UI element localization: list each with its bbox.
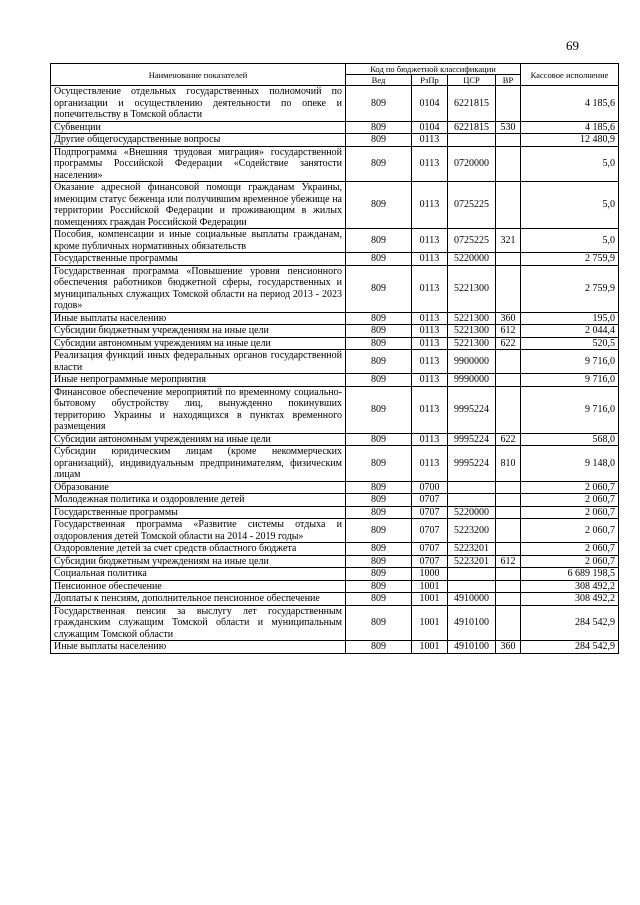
table-row bbox=[51, 265, 619, 312]
row-vr: 622 bbox=[496, 433, 521, 446]
row-amount: 308 492,2 bbox=[521, 593, 619, 606]
table-row bbox=[51, 593, 619, 606]
header-rzpr: РзПр bbox=[412, 75, 448, 86]
row-csr: 9995224 bbox=[448, 446, 496, 482]
row-csr: 0725225 bbox=[448, 229, 496, 253]
row-csr: 9995224 bbox=[448, 433, 496, 446]
row-name: Субсидии юридическим лицам (кроме некоммерческих организаций), индивидуальным предпринимателям, физическим лицам bbox=[51, 446, 346, 482]
row-csr: 5223200 bbox=[448, 519, 496, 543]
row-ved: 809 bbox=[346, 182, 412, 229]
row-rzpr: 0707 bbox=[412, 555, 448, 568]
row-ved: 809 bbox=[346, 506, 412, 519]
row-name: Пособия, компенсации и иные социальные выплаты гражданам, кроме публичных нормативных обязательств bbox=[51, 229, 346, 253]
header-vr: ВР bbox=[496, 75, 521, 86]
row-amount: 284 542,9 bbox=[521, 641, 619, 654]
row-amount: 2 759,9 bbox=[521, 265, 619, 312]
row-amount: 5,0 bbox=[521, 146, 619, 182]
row-ved: 809 bbox=[346, 229, 412, 253]
row-vr bbox=[496, 86, 521, 122]
row-ved: 809 bbox=[346, 481, 412, 494]
table-row bbox=[51, 641, 619, 654]
row-name: Субсидии автономным учреждениям на иные цели bbox=[51, 337, 346, 350]
budget-execution-table bbox=[50, 63, 619, 654]
table-row bbox=[51, 374, 619, 387]
table-row bbox=[51, 134, 619, 147]
row-rzpr: 0113 bbox=[412, 229, 448, 253]
row-ved: 809 bbox=[346, 568, 412, 581]
row-name: Осуществление отдельных государственных полномочий по организации и осуществлению деятельности по опеке и попечительству в Томской области bbox=[51, 86, 346, 122]
row-rzpr: 0113 bbox=[412, 182, 448, 229]
row-csr: 0725225 bbox=[448, 182, 496, 229]
page-number: 69 bbox=[566, 38, 579, 53]
row-csr: 4910000 bbox=[448, 593, 496, 606]
row-vr bbox=[496, 494, 521, 507]
row-ved: 809 bbox=[346, 386, 412, 433]
table-row bbox=[51, 543, 619, 556]
table-row bbox=[51, 146, 619, 182]
row-name: Государственные программы bbox=[51, 253, 346, 266]
table-row bbox=[51, 580, 619, 593]
row-rzpr: 0113 bbox=[412, 446, 448, 482]
row-amount: 2 060,7 bbox=[521, 494, 619, 507]
row-amount: 2 759,9 bbox=[521, 253, 619, 266]
table-row bbox=[51, 312, 619, 325]
table-row bbox=[51, 325, 619, 338]
row-amount: 2 060,7 bbox=[521, 519, 619, 543]
row-name: Государственные программы bbox=[51, 506, 346, 519]
row-amount: 520,5 bbox=[521, 337, 619, 350]
row-rzpr: 1001 bbox=[412, 593, 448, 606]
row-ved: 809 bbox=[346, 265, 412, 312]
row-amount: 2 060,7 bbox=[521, 555, 619, 568]
row-amount: 284 542,9 bbox=[521, 605, 619, 641]
row-rzpr: 0113 bbox=[412, 312, 448, 325]
row-csr bbox=[448, 494, 496, 507]
row-csr: 5220000 bbox=[448, 253, 496, 266]
row-amount: 2 060,7 bbox=[521, 481, 619, 494]
header-name: Наименование показателей bbox=[51, 64, 346, 86]
row-amount: 9 148,0 bbox=[521, 446, 619, 482]
table-row bbox=[51, 568, 619, 581]
row-ved: 809 bbox=[346, 580, 412, 593]
row-name: Образование bbox=[51, 481, 346, 494]
table-row bbox=[51, 555, 619, 568]
row-amount: 4 185,6 bbox=[521, 121, 619, 134]
row-vr: 810 bbox=[496, 446, 521, 482]
row-name: Реализация функций иных федеральных органов государственной власти bbox=[51, 350, 346, 374]
row-vr bbox=[496, 580, 521, 593]
row-ved: 809 bbox=[346, 519, 412, 543]
row-rzpr: 0113 bbox=[412, 374, 448, 387]
header-csr: ЦСР bbox=[448, 75, 496, 86]
row-amount: 568,0 bbox=[521, 433, 619, 446]
row-amount: 2 060,7 bbox=[521, 543, 619, 556]
row-name: Другие общегосударственные вопросы bbox=[51, 134, 346, 147]
row-csr: 9990000 bbox=[448, 374, 496, 387]
row-ved: 809 bbox=[346, 325, 412, 338]
row-vr bbox=[496, 506, 521, 519]
row-csr bbox=[448, 481, 496, 494]
row-ved: 809 bbox=[346, 337, 412, 350]
row-ved: 809 bbox=[346, 121, 412, 134]
row-rzpr: 0113 bbox=[412, 134, 448, 147]
table-row bbox=[51, 86, 619, 122]
row-amount: 308 492,2 bbox=[521, 580, 619, 593]
row-csr: 5221300 bbox=[448, 325, 496, 338]
header-code-group: Код по бюджетной классификации bbox=[346, 64, 521, 75]
row-vr bbox=[496, 265, 521, 312]
table-row bbox=[51, 433, 619, 446]
row-name: Пенсионное обеспечение bbox=[51, 580, 346, 593]
row-ved: 809 bbox=[346, 641, 412, 654]
row-amount: 2 044,4 bbox=[521, 325, 619, 338]
row-name: Государственная программа «Развитие системы отдыха и оздоровления детей Томской области на 2014 - 2019 годы» bbox=[51, 519, 346, 543]
row-name: Субсидии бюджетным учреждениям на иные цели bbox=[51, 555, 346, 568]
row-csr: 6221815 bbox=[448, 86, 496, 122]
table-row bbox=[51, 229, 619, 253]
row-csr: 5223201 bbox=[448, 555, 496, 568]
row-rzpr: 0113 bbox=[412, 433, 448, 446]
row-amount: 5,0 bbox=[521, 182, 619, 229]
row-vr bbox=[496, 568, 521, 581]
row-rzpr: 1001 bbox=[412, 641, 448, 654]
row-csr: 4910100 bbox=[448, 641, 496, 654]
row-vr bbox=[496, 253, 521, 266]
row-name: Государственная программа «Повышение уровня пенсионного обеспечения работников бюджетной сферы, государственных и муниципальных служащих Томской области на период 2013 - 2023 годов» bbox=[51, 265, 346, 312]
row-vr bbox=[496, 543, 521, 556]
row-name: Социальная политика bbox=[51, 568, 346, 581]
row-rzpr: 0104 bbox=[412, 121, 448, 134]
row-amount: 9 716,0 bbox=[521, 374, 619, 387]
row-csr: 4910100 bbox=[448, 605, 496, 641]
header-ved: Вед bbox=[346, 75, 412, 86]
row-vr: 360 bbox=[496, 641, 521, 654]
row-amount: 6 689 198,5 bbox=[521, 568, 619, 581]
row-rzpr: 0104 bbox=[412, 86, 448, 122]
row-csr: 6221815 bbox=[448, 121, 496, 134]
row-vr bbox=[496, 386, 521, 433]
row-csr: 5223201 bbox=[448, 543, 496, 556]
row-rzpr: 0700 bbox=[412, 481, 448, 494]
row-csr: 5221300 bbox=[448, 312, 496, 325]
table-row bbox=[51, 519, 619, 543]
row-ved: 809 bbox=[346, 494, 412, 507]
table-row bbox=[51, 337, 619, 350]
row-vr: 321 bbox=[496, 229, 521, 253]
row-name: Подпрограмма «Внешняя трудовая миграция» государственной программы Российской Федерации «Содействие занятости населения» bbox=[51, 146, 346, 182]
table-row bbox=[51, 446, 619, 482]
row-csr: 5221300 bbox=[448, 265, 496, 312]
table-body bbox=[51, 86, 619, 654]
row-ved: 809 bbox=[346, 543, 412, 556]
table-row bbox=[51, 182, 619, 229]
row-vr: 612 bbox=[496, 325, 521, 338]
table-row bbox=[51, 481, 619, 494]
row-amount: 5,0 bbox=[521, 229, 619, 253]
table-row bbox=[51, 350, 619, 374]
row-name: Субсидии автономным учреждениям на иные цели bbox=[51, 433, 346, 446]
row-rzpr: 0113 bbox=[412, 253, 448, 266]
table-row bbox=[51, 494, 619, 507]
row-rzpr: 0707 bbox=[412, 519, 448, 543]
row-name: Доплаты к пенсиям, дополнительное пенсионное обеспечение bbox=[51, 593, 346, 606]
row-csr: 9900000 bbox=[448, 350, 496, 374]
row-amount: 9 716,0 bbox=[521, 350, 619, 374]
row-name: Государственная пенсия за выслугу лет государственным гражданским служащим Томской области и муниципальным служащим Томской области bbox=[51, 605, 346, 641]
row-vr bbox=[496, 481, 521, 494]
row-vr bbox=[496, 182, 521, 229]
row-name: Субвенции bbox=[51, 121, 346, 134]
row-vr: 612 bbox=[496, 555, 521, 568]
row-vr bbox=[496, 374, 521, 387]
row-ved: 809 bbox=[346, 312, 412, 325]
row-name: Иные выплаты населению bbox=[51, 312, 346, 325]
row-amount: 4 185,6 bbox=[521, 86, 619, 122]
row-rzpr: 0113 bbox=[412, 265, 448, 312]
table-row bbox=[51, 506, 619, 519]
row-vr: 622 bbox=[496, 337, 521, 350]
table-row bbox=[51, 253, 619, 266]
row-name: Оздоровление детей за счет средств областного бюджета bbox=[51, 543, 346, 556]
row-csr: 9995224 bbox=[448, 386, 496, 433]
row-vr bbox=[496, 593, 521, 606]
row-name: Оказание адресной финансовой помощи гражданам Украины, имеющим статус беженца или получившим временное убежище на территории Российской Федерации и проживающим в жилых помещениях граждан Российской Федерации bbox=[51, 182, 346, 229]
row-name: Иные выплаты населению bbox=[51, 641, 346, 654]
row-rzpr: 0113 bbox=[412, 350, 448, 374]
row-vr bbox=[496, 134, 521, 147]
row-rzpr: 1000 bbox=[412, 568, 448, 581]
row-ved: 809 bbox=[346, 86, 412, 122]
row-rzpr: 1001 bbox=[412, 580, 448, 593]
row-amount: 2 060,7 bbox=[521, 506, 619, 519]
row-ved: 809 bbox=[346, 146, 412, 182]
row-vr bbox=[496, 146, 521, 182]
row-vr bbox=[496, 519, 521, 543]
row-rzpr: 0113 bbox=[412, 325, 448, 338]
row-rzpr: 0707 bbox=[412, 543, 448, 556]
row-vr bbox=[496, 605, 521, 641]
row-rzpr: 0113 bbox=[412, 337, 448, 350]
row-rzpr: 1001 bbox=[412, 605, 448, 641]
table-row bbox=[51, 386, 619, 433]
row-ved: 809 bbox=[346, 350, 412, 374]
row-name: Молодежная политика и оздоровление детей bbox=[51, 494, 346, 507]
table-row bbox=[51, 605, 619, 641]
row-amount: 12 480,9 bbox=[521, 134, 619, 147]
row-csr bbox=[448, 580, 496, 593]
row-rzpr: 0113 bbox=[412, 386, 448, 433]
row-amount: 9 716,0 bbox=[521, 386, 619, 433]
row-csr: 0720000 bbox=[448, 146, 496, 182]
row-ved: 809 bbox=[346, 433, 412, 446]
row-rzpr: 0707 bbox=[412, 506, 448, 519]
row-vr: 530 bbox=[496, 121, 521, 134]
row-csr: 5221300 bbox=[448, 337, 496, 350]
row-csr bbox=[448, 134, 496, 147]
row-ved: 809 bbox=[346, 605, 412, 641]
row-ved: 809 bbox=[346, 593, 412, 606]
row-name: Иные непрограммные мероприятия bbox=[51, 374, 346, 387]
row-vr: 360 bbox=[496, 312, 521, 325]
row-ved: 809 bbox=[346, 374, 412, 387]
row-vr bbox=[496, 350, 521, 374]
row-name: Финансовое обеспечение мероприятий по временному социально-бытовому обустройству лиц, вынужденно покинувших территорию Украины и находящихся в пунктах временного размещения bbox=[51, 386, 346, 433]
row-csr: 5220000 bbox=[448, 506, 496, 519]
row-ved: 809 bbox=[346, 446, 412, 482]
header-amount: Кассовое исполнение bbox=[521, 64, 619, 86]
row-csr bbox=[448, 568, 496, 581]
row-rzpr: 0707 bbox=[412, 494, 448, 507]
table-row bbox=[51, 121, 619, 134]
row-ved: 809 bbox=[346, 253, 412, 266]
row-ved: 809 bbox=[346, 134, 412, 147]
row-ved: 809 bbox=[346, 555, 412, 568]
row-rzpr: 0113 bbox=[412, 146, 448, 182]
row-name: Субсидии бюджетным учреждениям на иные цели bbox=[51, 325, 346, 338]
row-amount: 195,0 bbox=[521, 312, 619, 325]
